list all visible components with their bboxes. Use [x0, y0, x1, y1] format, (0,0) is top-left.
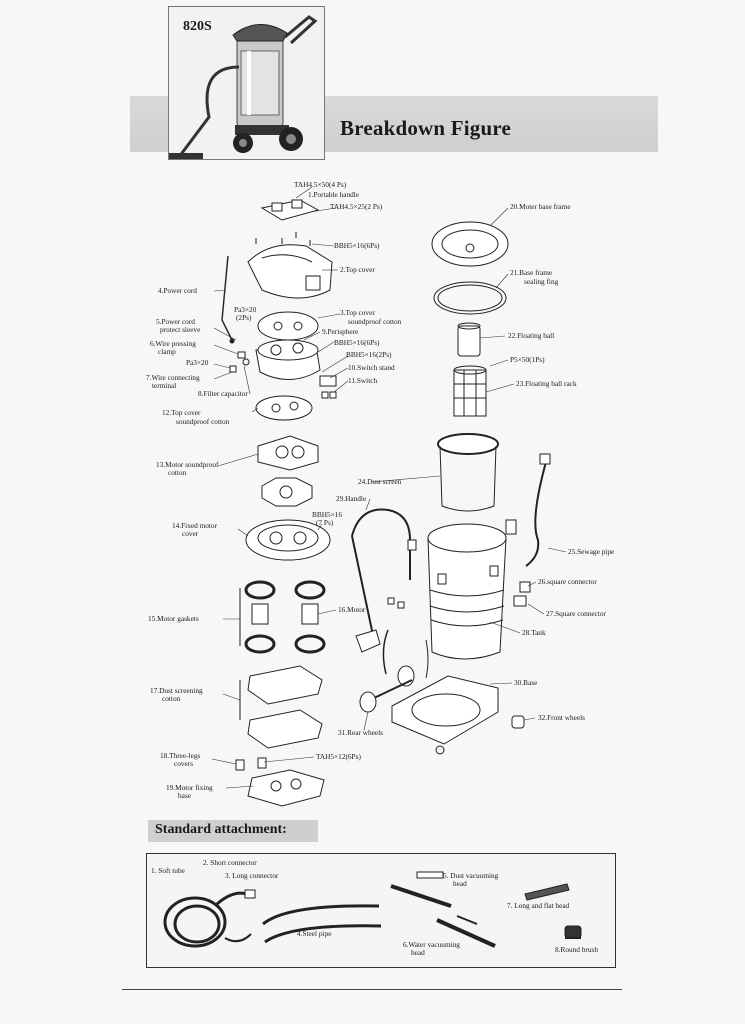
part-3-screw-qty-label: (2Ps) — [236, 313, 252, 322]
part-7-label: 7.Wire connecting — [146, 373, 200, 382]
part-14-screw-label: BBH5×16 — [312, 510, 343, 519]
attachment-round-brush-label: 8.Round brush — [555, 945, 598, 954]
part-17-label: 17.Dust screening — [150, 686, 203, 695]
attachment-illustration — [147, 854, 615, 967]
part-11-label: 11.Switch — [348, 376, 378, 385]
attachment-dust-head-label: 5. Dust vacuuming — [443, 871, 499, 880]
part-2-screw-label: BBH5×16(6Ps) — [334, 241, 380, 250]
part-20-label: 20.Moter base frame — [510, 202, 571, 211]
attachment-water-head-label-line2: head — [411, 948, 425, 957]
part-6-label: 6.Wire pressing — [150, 339, 196, 348]
part-25-label: 25.Sewage pipe — [568, 547, 615, 556]
part-2-label: 2.Top cover — [340, 265, 375, 274]
part-21-label: 21.Base frame — [510, 268, 553, 277]
part-30-label: 30.Base — [514, 678, 538, 687]
part-28-label: 28.Tank — [522, 628, 546, 637]
page-title: Breakdown Figure — [340, 116, 512, 140]
part-3-screw-label: Pa3×20 — [234, 305, 257, 314]
attachment-box — [146, 853, 616, 968]
part-8-label: 8.Filter capacitor — [198, 389, 248, 398]
part-22-screw-label: P5×50(1Ps) — [510, 355, 545, 364]
model-label: 820S — [183, 19, 212, 34]
part-6-label-line2: clamp — [158, 347, 176, 356]
attachment-steel-pipe-label: 4.Steel pipe — [297, 929, 332, 938]
part-19-label: 19.Motor fixing — [166, 783, 213, 792]
part-14-label-line2: cover — [182, 529, 199, 538]
part-10-label: 10.Switch stand — [348, 363, 395, 372]
part-32-label: 32.Front wheels — [538, 713, 586, 722]
part-12-label: 12.Top cover — [162, 408, 201, 417]
part-19-label-line2: base — [178, 791, 191, 800]
part-16-label: 16.Motor — [338, 605, 366, 614]
part-6-screw-label: Pa3×20 — [186, 358, 209, 367]
part-21-label-line2: sealing fing — [524, 277, 559, 286]
part-31-label: 31.Rear wheels — [338, 728, 383, 737]
part-3-label-line2: soundproof cotton — [348, 317, 402, 326]
part-1-screw-label: TAH4.5×50(4 Ps) — [294, 180, 347, 189]
bottom-rule — [122, 989, 622, 990]
part-4-label: 4.Power cord — [158, 286, 197, 295]
attachment-flat-head-label: 7. Long and flat head — [507, 901, 570, 910]
attachment-short-connector-label: 2. Short connector — [203, 858, 257, 867]
part-23-label: 23.Floating ball rack — [516, 379, 577, 388]
part-5-label-line2: protect sleeve — [160, 325, 201, 334]
part-9-screw1-label: BBH5×16(6Ps) — [334, 338, 380, 347]
part-27-label: 27.Square connector — [546, 609, 606, 618]
part-7-label-line2: terminal — [152, 381, 177, 390]
attachment-soft-tube-label: 1. Soft tube — [151, 866, 185, 875]
attachment-heading: Standard attachment: — [155, 822, 287, 837]
part-18-screw-label: TAH5×12(6Ps) — [316, 752, 361, 761]
part-3-label: 3.Top cover — [340, 308, 375, 317]
part-18-label-line2: covers — [174, 759, 194, 768]
part-9-label: 9.Perisphere — [322, 327, 359, 336]
part-26-label: 26.square connector — [538, 577, 597, 586]
part-1-screw2-label: TAH4.5×25(2 Ps) — [330, 202, 383, 211]
part-14-label: 14.Fixed motor — [172, 521, 217, 530]
part-5-label: 5.Power cord — [156, 317, 195, 326]
part-29-label: 29.Handle — [336, 494, 367, 503]
part-13-label-line2: cotton — [168, 468, 187, 477]
part-14-screw-qty-label: (7 Ps) — [316, 518, 334, 527]
part-13-label: 13.Motor soundproof — [156, 460, 219, 469]
part-17-label-line2: cotton — [162, 694, 181, 703]
part-12-label-line2: soundproof cotton — [176, 417, 230, 426]
part-18-label: 18.Three-legs — [160, 751, 201, 760]
attachment-long-connector-label: 3. Long connector — [225, 871, 279, 880]
part-22-label: 22.Floating ball — [508, 331, 555, 340]
part-15-label: 15.Motor gaskets — [148, 614, 199, 623]
part-9-screw2-label: BBH5×16(2Ps) — [346, 350, 392, 359]
attachment-dust-head-label-line2: head — [453, 879, 467, 888]
part-24-label: 24.Dust screen — [358, 477, 402, 486]
attachment-water-head-label: 6.Water vacuuming — [403, 940, 460, 949]
part-1-label: 1.Portable handle — [308, 190, 360, 199]
